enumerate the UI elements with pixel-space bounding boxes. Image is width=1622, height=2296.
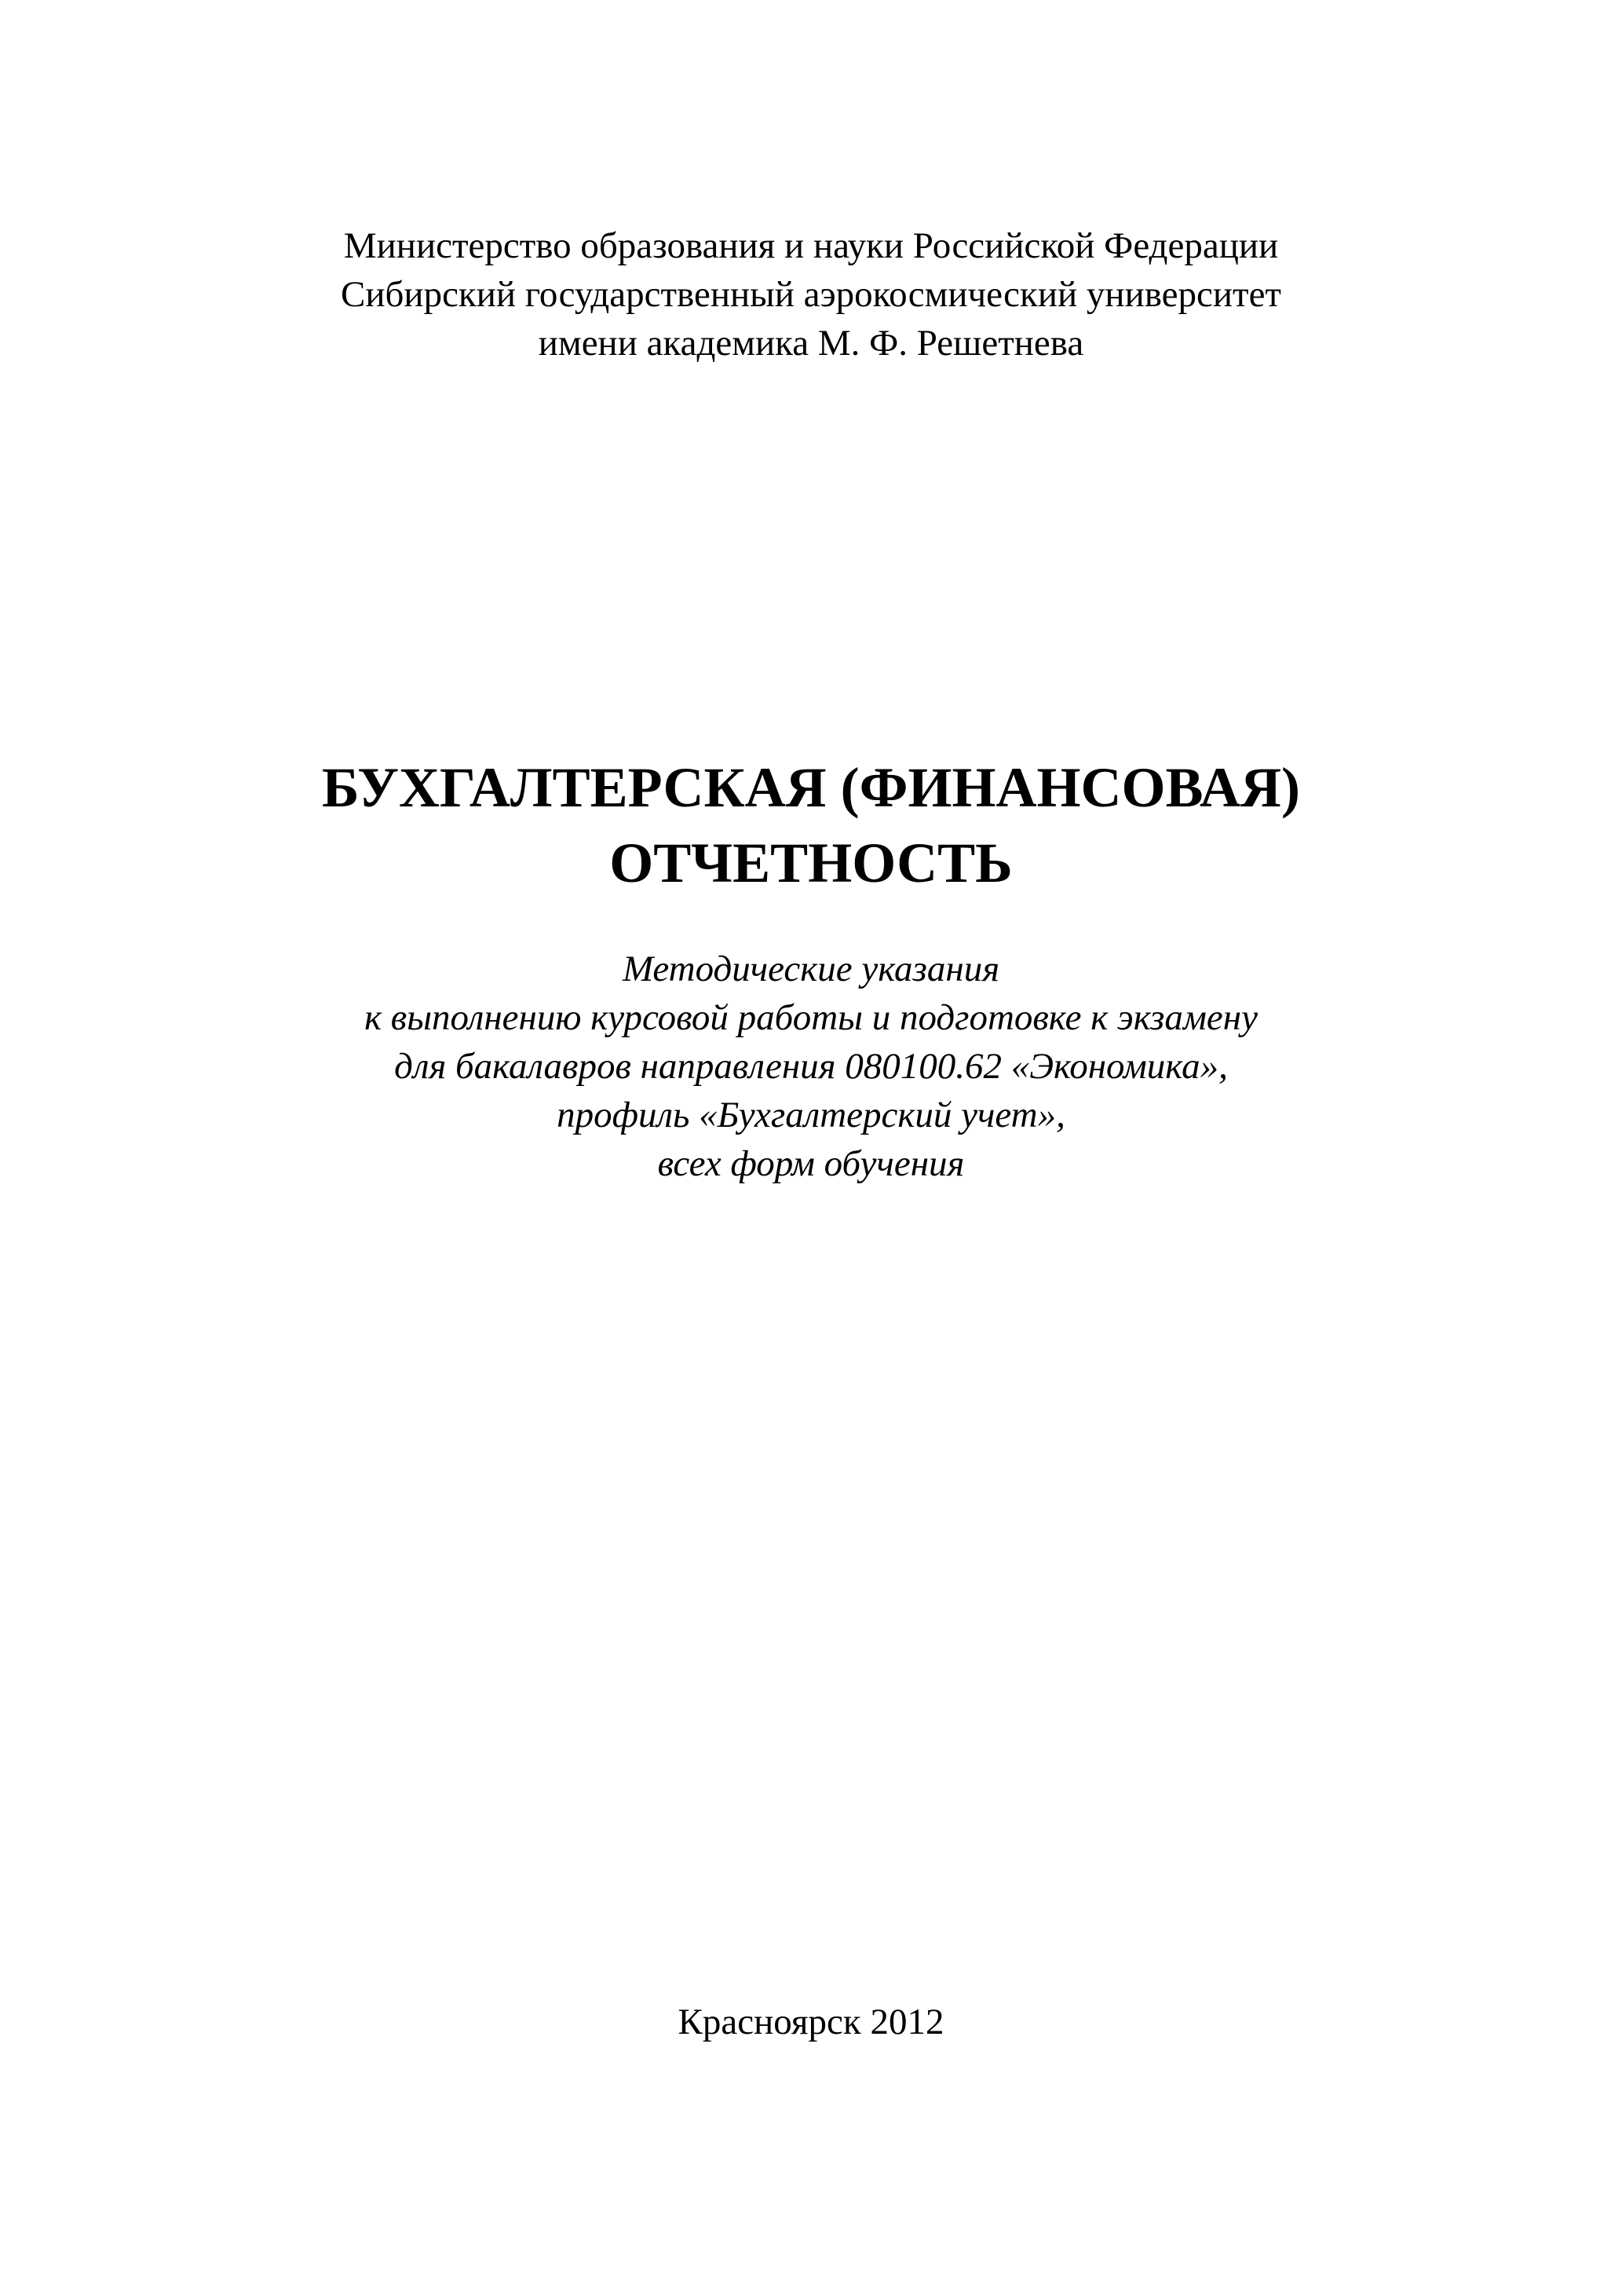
university-line: Сибирский государственный аэрокосмический университет (341, 274, 1281, 315)
subtitle-line-4: профиль «Бухгалтерский учет», (557, 1095, 1065, 1135)
subtitle-line-3: для бакалавров направления 080100.62 «Экономика», (394, 1046, 1228, 1087)
document-title (0, 750, 1622, 901)
subtitle-line-2: к выполнению курсовой работы и подготовке к экзамену (364, 997, 1258, 1038)
title-line-2: ОТЧЕТНОСТЬ (609, 832, 1013, 894)
subtitle-line-1: Методические указания (622, 949, 1000, 989)
place-year: Красноярск 2012 (678, 2002, 944, 2042)
subtitle-line-5: всех форм обучения (657, 1143, 965, 1184)
title-line-1: БУХГАЛТЕРСКАЯ (ФИНАНСОВАЯ) (322, 756, 1300, 819)
ministry-line: Министерство образования и науки Российской Федерации (343, 225, 1279, 266)
institution-header (0, 221, 1622, 367)
document-subtitle (0, 945, 1622, 1188)
university-name-line: имени академика М. Ф. Решетнева (538, 323, 1084, 364)
